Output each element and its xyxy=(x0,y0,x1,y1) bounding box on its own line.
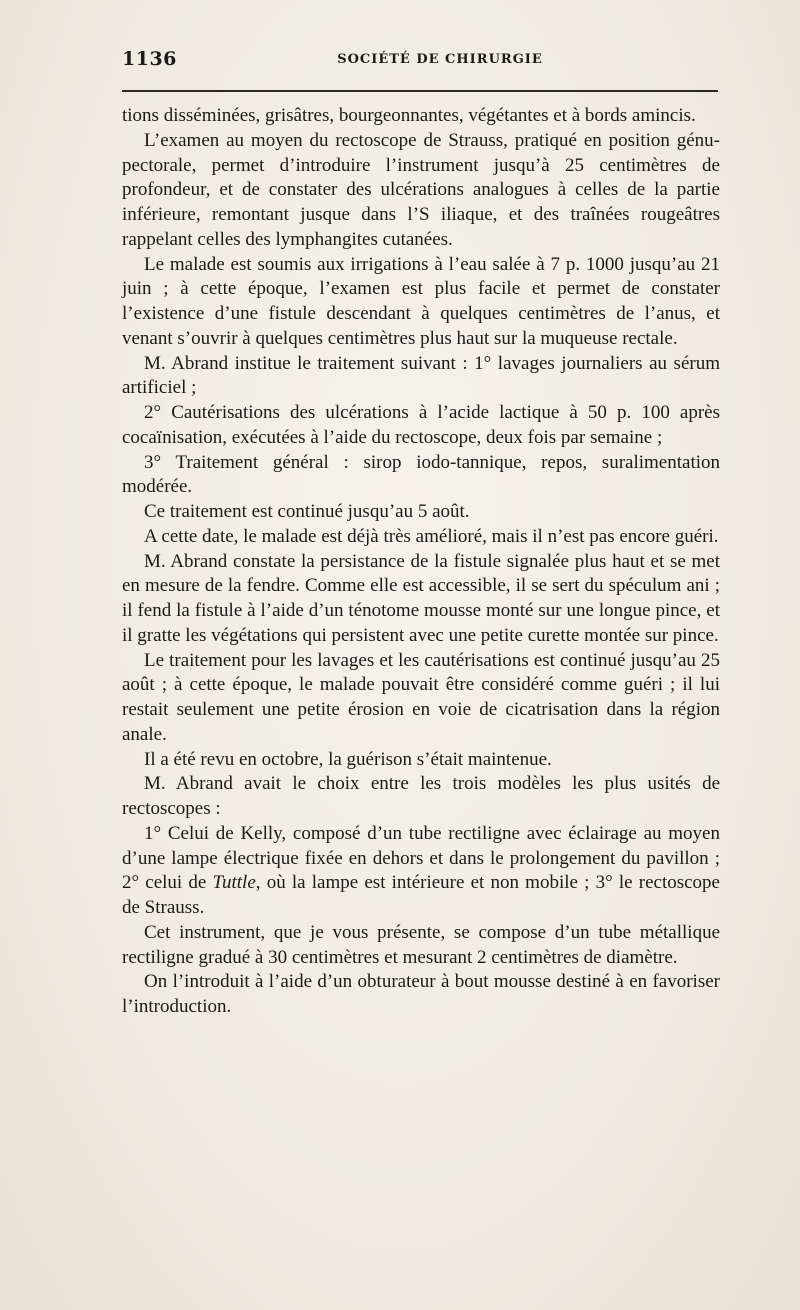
paragraph: A cette date, le malade est déjà très amélioré, mais il n’est pas encore guéri. xyxy=(144,525,719,547)
body-text xyxy=(122,104,720,1020)
paragraph-text: , où la lampe est intérieure et non mobile ; 3° le rectoscope de Strauss. xyxy=(122,872,720,918)
paragraph: Le malade est soumis aux irrigations à l’eau salée à 7 p. 1000 jusqu’au 21 juin ; à cette époque, l’examen est plus facile et permet de constater l’existence d’une fistule descendant à quelques centimètres de l’anus, et venant s’ouvrir à quelques centimètres plus haut sur la muqueuse rectale. xyxy=(122,253,720,349)
running-head: SOCIÉTÉ DE CHIRURGIE xyxy=(337,52,543,67)
paragraph: M. Abrand constate la persistance de la fistule signalée plus haut et se met en mesure de la fendre. Comme elle est accessible, il se sert du spéculum ani ; il fend la fistule à l’aide d’un ténotome mousse monté sur une longue pince, et il gratte les végétations qui persistent avec une petite curette montée sur pince. xyxy=(122,550,720,646)
paragraph: 3° Traitement général : sirop iodo-tannique, repos, suralimentation modérée. xyxy=(122,451,720,498)
paragraph: 2° Cautérisations des ulcérations à l’acide lactique à 50 p. 100 après cocaïnisation, exécutées à l’aide du rectoscope, deux fois par semaine ; xyxy=(122,402,720,448)
italic-name: Tuttle xyxy=(212,872,256,894)
paragraph: L’examen au moyen du rectoscope de Strauss, pratiqué en position génu-pectorale, permet d’introduire l’instrument jusqu’à 25 centimètres de profondeur, et de constater des ulcérations analogues à celles de la partie inférieure, remontant jusque dans l’S iliaque, et des traînées rougeâtres rappelant celles des lymphangites cutanées. xyxy=(122,129,720,250)
paragraph: M. Abrand avait le choix entre les trois modèles les plus usités de rectoscopes : xyxy=(122,773,720,819)
paragraph: Cet instrument, que je vous présente, se compose d’un tube métallique rectiligne gradué à 30 centimètres et mesurant 2 centimètres de diamètre. xyxy=(122,921,720,968)
paragraph: Il a été revu en octobre, la guérison s’était maintenue. xyxy=(144,748,552,770)
paragraph: M. Abrand institue le traitement suivant : 1° lavages journaliers au sérum artificiel ; xyxy=(122,352,720,399)
paragraph-text: 1° Celui de Kelly, composé d’un tube rectiligne avec éclairage au moyen d’une lampe électrique fixée en dehors et dans le prolongement du pavillon ; 2° celui de xyxy=(122,822,720,894)
paragraph xyxy=(122,822,720,921)
page-number: 1136 xyxy=(122,48,177,70)
page-header xyxy=(122,48,718,78)
paragraph: Ce traitement est continué jusqu’au 5 août. xyxy=(144,501,470,522)
paragraph: tions disséminées, grisâtres, bourgeonnantes, végétantes et à bords amincis. xyxy=(122,105,696,126)
header-rule xyxy=(122,90,718,92)
paragraph: On l’introduit à l’aide d’un obturateur à bout mousse destiné à en favoriser l’introduction. xyxy=(122,971,720,1017)
paragraph: Le traitement pour les lavages et les cautérisations est continué jusqu’au 25 août ; à cette époque, le malade pouvait être considéré comme guéri ; il lui restait seulement une petite érosion en voie de cicatrisation dans la région anale. xyxy=(122,649,720,745)
